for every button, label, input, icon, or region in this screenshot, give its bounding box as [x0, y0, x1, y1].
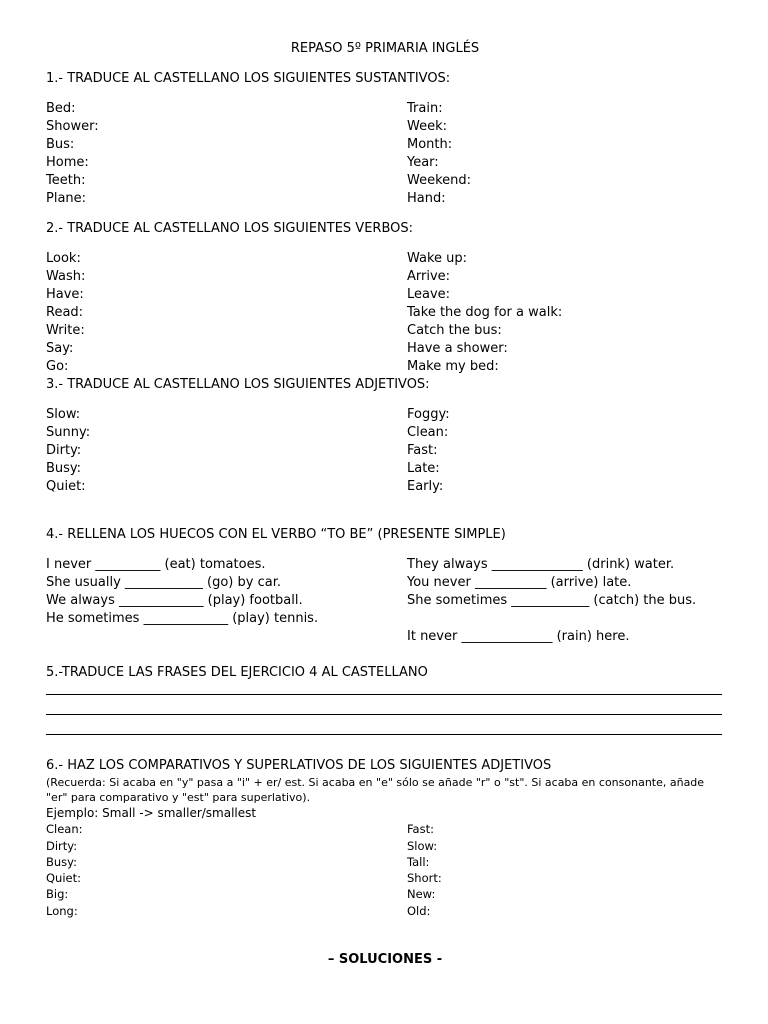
comparative-item: Clean:	[46, 822, 83, 837]
section-2-heading: 2.- TRADUCE AL CASTELLANO LOS SIGUIENTES VERBOS:	[46, 221, 414, 236]
noun-item: Weekend:	[407, 173, 472, 188]
section-2	[46, 220, 724, 374]
comparative-item: Long:	[46, 903, 78, 918]
noun-item: Bus:	[46, 137, 75, 152]
section-3	[46, 376, 724, 496]
comparative-item: Old:	[407, 903, 431, 918]
verb-item: Say:	[46, 341, 74, 356]
section-6-columns	[46, 821, 724, 919]
section-4-heading: 4.- RELLENA LOS HUECOS CON EL VERBO “TO BE” (PRESENTE SIMPLE)	[46, 527, 506, 542]
verb-item: Arrive:	[407, 269, 451, 284]
comparative-item: Busy:	[46, 854, 78, 869]
noun-item: Home:	[46, 155, 89, 170]
noun-item: Year:	[407, 155, 439, 170]
adjective-item: Slow:	[46, 407, 81, 422]
answer-line	[46, 694, 722, 695]
adjective-item: Late:	[407, 461, 440, 476]
section-6-left-column	[46, 821, 407, 919]
section-5-heading: 5.-TRADUCE LAS FRASES DEL EJERCICIO 4 AL CASTELLANO	[46, 665, 428, 680]
comparative-item: Tall:	[407, 854, 430, 869]
verb-item: Leave:	[407, 287, 451, 302]
adjective-item: Foggy:	[407, 407, 450, 422]
page-title: REPASO 5º PRIMARIA INGLÉS	[290, 41, 480, 56]
fill-in-sentence: I never __________ (eat) tomatoes.	[46, 557, 266, 572]
verb-item: Have a shower:	[407, 341, 508, 356]
comparative-item: Fast:	[407, 822, 434, 837]
section-6-right-column	[407, 821, 724, 919]
fill-in-sentence: She usually ____________ (go) by car.	[46, 575, 281, 590]
verb-item: Wash:	[46, 269, 86, 284]
noun-item: Train:	[407, 101, 443, 116]
adjective-item: Dirty:	[46, 443, 82, 458]
verb-item: Read:	[46, 305, 84, 320]
fill-in-sentence: You never ___________ (arrive) late.	[407, 575, 632, 590]
noun-item: Month:	[407, 137, 453, 152]
noun-item: Shower:	[46, 119, 99, 134]
section-6-heading: 6.- HAZ LOS COMPARATIVOS Y SUPERLATIVOS DE LOS SIGUIENTES ADJETIVOS	[46, 758, 552, 773]
section-6	[46, 757, 724, 919]
fill-in-sentence: She sometimes ____________ (catch) the bus.	[407, 593, 697, 608]
fill-in-sentence: He sometimes _____________ (play) tennis.	[46, 611, 319, 626]
noun-item: Teeth:	[46, 173, 86, 188]
section-6-note: (Recuerda: Si acaba en "y" pasa a "i" + er/ est. Si acaba en "e" sólo se añade "r" o "st". Si acaba en consonante, añade "er" para comparativo y "est" para superlativo).	[46, 776, 705, 804]
section-4-left-column	[46, 556, 407, 646]
comparative-item: Dirty:	[46, 838, 78, 853]
comparative-item: Quiet:	[46, 871, 81, 886]
section-5	[46, 664, 724, 735]
section-2-right-column	[407, 250, 724, 374]
verb-item: Take the dog for a walk:	[407, 305, 563, 320]
adjective-item: Busy:	[46, 461, 82, 476]
fill-in-sentence: It never ______________ (rain) here.	[407, 629, 630, 644]
section-2-columns	[46, 250, 724, 374]
section-6-example: Ejemplo: Small -> smaller/smallest	[46, 806, 257, 820]
noun-item: Hand:	[407, 191, 446, 206]
section-1	[46, 70, 724, 208]
worksheet-page	[46, 40, 724, 969]
verb-item: Catch the bus:	[407, 323, 502, 338]
adjective-item: Sunny:	[46, 425, 91, 440]
adjective-item: Quiet:	[46, 479, 86, 494]
noun-item: Bed:	[46, 101, 76, 116]
section-1-left-column	[46, 100, 407, 208]
adjective-item: Fast:	[407, 443, 438, 458]
answer-lines	[46, 694, 724, 735]
solutions-heading: – SOLUCIONES -	[327, 952, 443, 968]
section-4-right-column	[407, 556, 724, 646]
answer-line	[46, 714, 722, 715]
section-3-heading: 3.- TRADUCE AL CASTELLANO LOS SIGUIENTES ADJETIVOS:	[46, 377, 430, 392]
comparative-item: Slow:	[407, 838, 438, 853]
section-4	[46, 526, 724, 646]
verb-item: Have:	[46, 287, 84, 302]
section-1-heading: 1.- TRADUCE AL CASTELLANO LOS SIGUIENTES SUSTANTIVOS:	[46, 71, 451, 86]
verb-item: Make my bed:	[407, 359, 499, 374]
verb-item: Go:	[46, 359, 69, 374]
fill-in-sentence: We always _____________ (play) football.	[46, 593, 303, 608]
section-1-right-column	[407, 100, 724, 208]
fill-in-sentence: They always ______________ (drink) water.	[407, 557, 675, 572]
verb-item: Look:	[46, 251, 81, 266]
comparative-item: New:	[407, 887, 436, 902]
comparative-item: Short:	[407, 871, 442, 886]
answer-line	[46, 734, 722, 735]
section-3-right-column	[407, 406, 724, 496]
verb-item: Wake up:	[407, 251, 468, 266]
noun-item: Week:	[407, 119, 447, 134]
section-3-columns	[46, 406, 724, 496]
section-3-left-column	[46, 406, 407, 496]
section-1-columns	[46, 100, 724, 208]
verb-item: Write:	[46, 323, 85, 338]
adjective-item: Early:	[407, 479, 444, 494]
section-2-left-column	[46, 250, 407, 374]
comparative-item: Big:	[46, 887, 69, 902]
section-4-columns	[46, 556, 724, 646]
noun-item: Plane:	[46, 191, 87, 206]
adjective-item: Clean:	[407, 425, 449, 440]
